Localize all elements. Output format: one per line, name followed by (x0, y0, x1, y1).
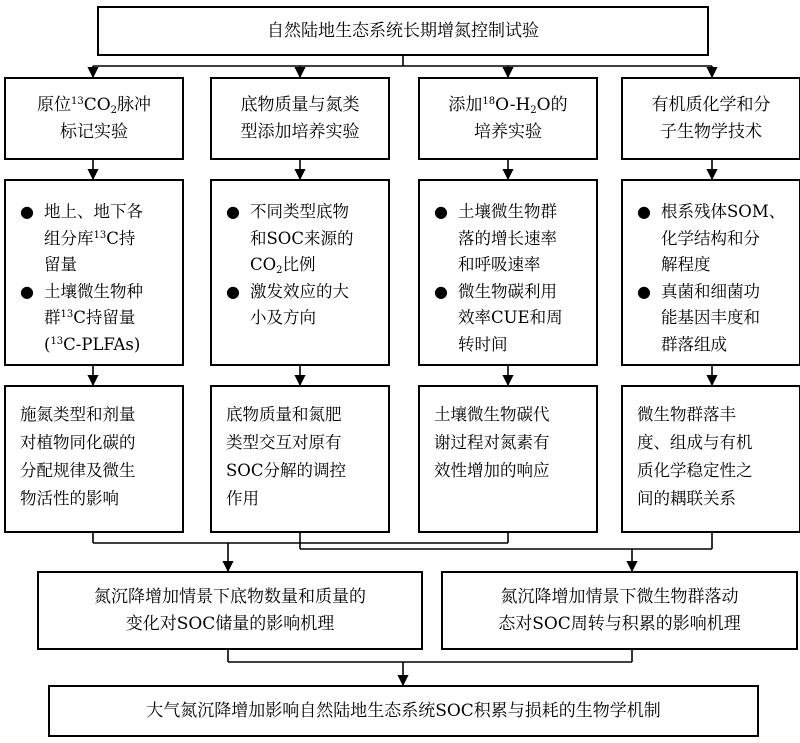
measurement-item: ● 真菌和细菌功 能基因丰度和 群落组成 (635, 279, 787, 359)
measurement-item: ● 微生物碳利用 效率CUE和周 转时间 (432, 279, 584, 359)
top-title: 自然陆地生态系统长期增氮控制试验 (267, 20, 539, 41)
effect-box-4: 微生物群落丰 度、组成与有机 质化学稳定性之 间的耦联关系 (621, 385, 800, 533)
experiment-box-1: 原位$^{13}CO_2$脉冲 标记实验 (4, 77, 184, 160)
mechanism-box-substrate: 氮沉降增加情景下底物数量和质量的 变化对SOC储量的影响机理 (37, 571, 423, 650)
measurement-item: ● 根系残体SOM、 化学结构和分 解程度 (635, 199, 787, 279)
bottom-conclusion-box (48, 685, 759, 737)
measurement-box-3 (418, 179, 598, 366)
measurement-box-4 (621, 179, 800, 366)
measurement-item: ● 地上、地下各 组分库$^{13}$C持 留量 (18, 199, 170, 279)
bottom-title: 大气氮沉降增加影响自然陆地生态系统SOC积累与损耗的生物学机制 (146, 700, 661, 721)
measurement-item: ● 土壤微生物种 群$^{13}$C持留量 ($^{13}$C-PLFAs) (18, 279, 170, 359)
mechanism-box-microbial: 氮沉降增加情景下微生物群落动 态对SOC周转与积累的影响机理 (441, 571, 798, 650)
effect-box-2: 底物质量和氮肥 类型交互对原有 SOC分解的调控 作用 (210, 385, 390, 533)
effect-box-3: 土壤微生物碳代 谢过程对氮素有 效性增加的响应 (418, 385, 598, 533)
measurement-item: ● 激发效应的大 小及方向 (224, 279, 376, 332)
measurement-box-1 (4, 179, 184, 366)
experiment-box-2: 底物质量与氮类 型添加培养实验 (210, 77, 390, 160)
effect-box-1: 施氮类型和剂量 对植物同化碳的 分配规律及微生 物活性的影响 (4, 385, 184, 533)
experiment-box-4: 有机质化学和分 子生物学技术 (621, 77, 800, 160)
measurement-item: ● 土壤微生物群 落的增长速率 和呼吸速率 (432, 199, 584, 279)
measurement-item: ● 不同类型底物 和SOC来源的 $CO_2$比例 (224, 199, 376, 279)
experiment-box-3: 添加$^{18}O-H_2O$的 培养实验 (418, 77, 598, 160)
top-title-box (97, 6, 709, 56)
measurement-box-2 (210, 179, 390, 366)
